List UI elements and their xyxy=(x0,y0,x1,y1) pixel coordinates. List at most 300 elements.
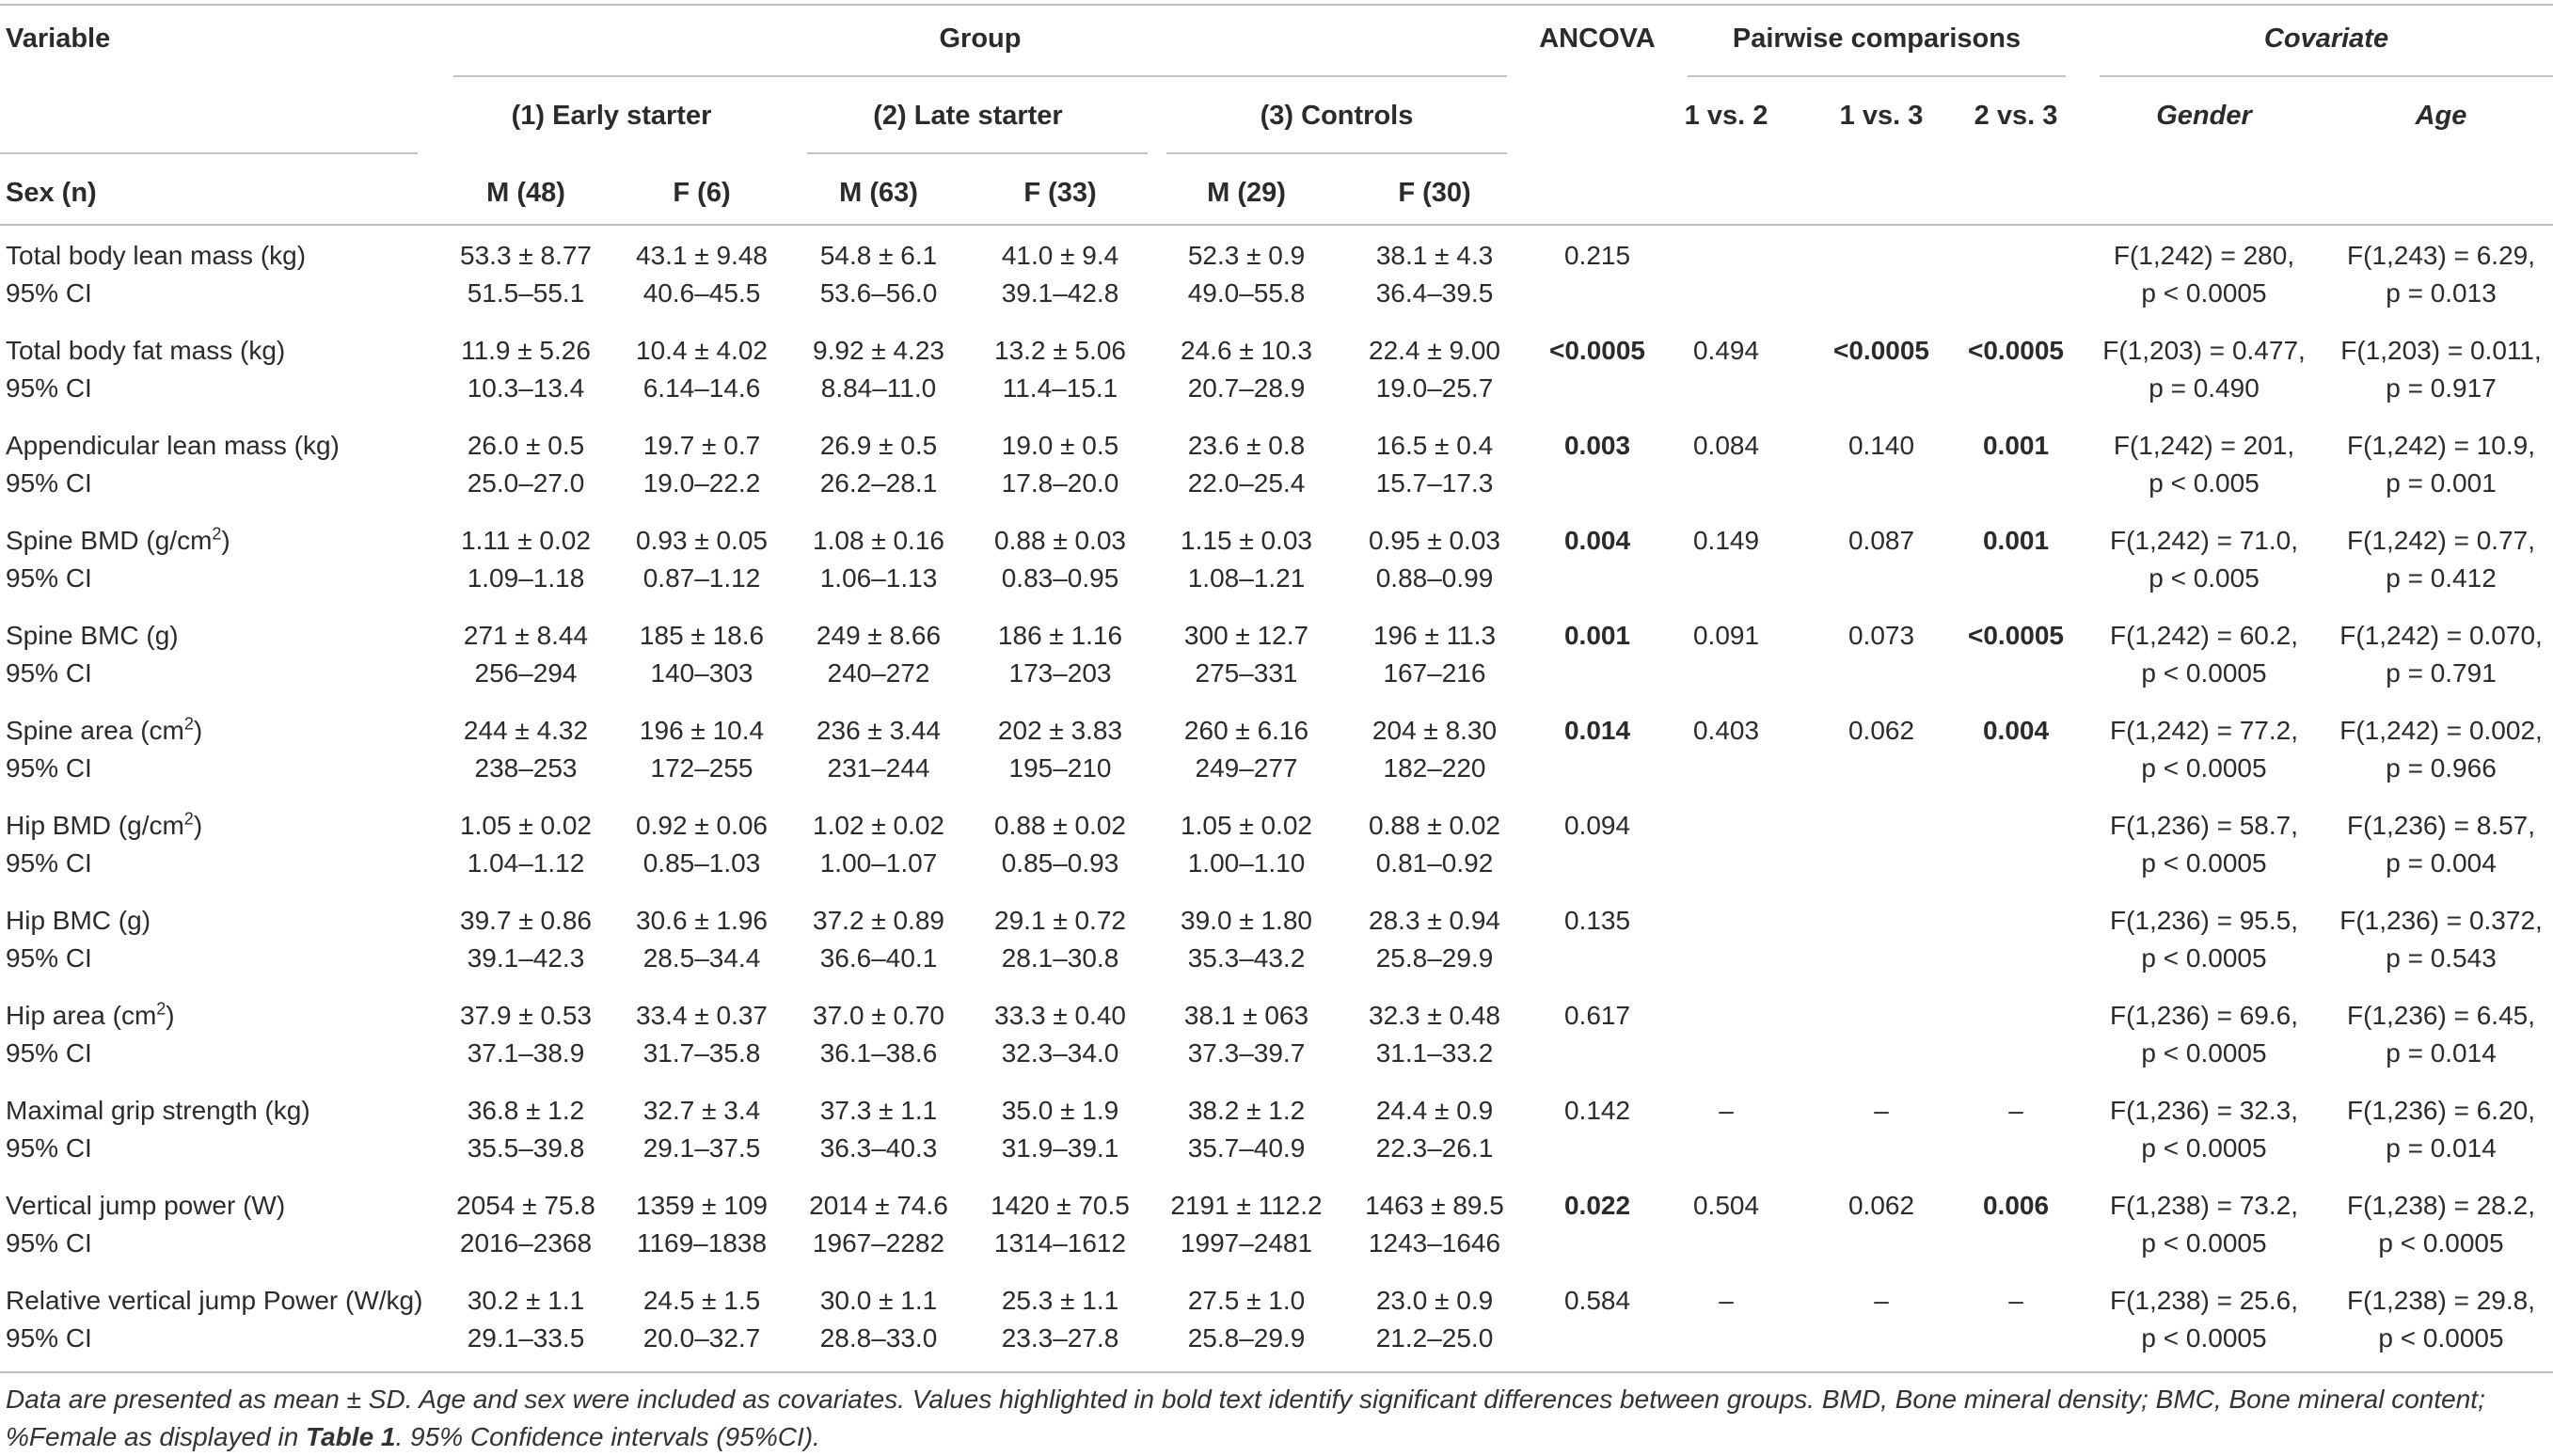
cell-ci: 256–294 xyxy=(474,658,578,688)
cell-value: 10.4 ± 4.02 xyxy=(636,336,768,365)
cell-ci: 0.88–0.99 xyxy=(1375,563,1494,593)
variable-name: Hip BMC (g) xyxy=(6,906,151,935)
cell-value: F(1,238) = 73.2, xyxy=(2109,1191,2299,1220)
cell-value: 19.0 ± 0.5 xyxy=(1001,431,1119,460)
cell-ci: p = 0.917 xyxy=(2386,373,2497,403)
header-late-f: F (33) xyxy=(1023,178,1097,208)
cell-ancova: <0.0005 xyxy=(1549,336,1645,365)
cell-ci: 37.1–38.9 xyxy=(467,1038,585,1068)
row-variable xyxy=(6,427,340,502)
cell-value: 13.2 ± 5.06 xyxy=(994,336,1126,365)
cell-age xyxy=(2347,1187,2535,1262)
cell-value: 1359 ± 109 xyxy=(636,1191,768,1220)
header-covariate: Covariate xyxy=(2263,24,2389,54)
row-variable xyxy=(6,237,306,312)
variable-name: Spine area (cm xyxy=(6,716,184,745)
cell-gender xyxy=(2110,617,2298,692)
cell-value: F(1,242) = 71.0, xyxy=(2109,526,2299,555)
header-variable: Variable xyxy=(6,24,111,54)
cell-age xyxy=(2347,997,2535,1072)
cell-ef xyxy=(643,1092,761,1167)
cell-value: 24.4 ± 0.9 xyxy=(1375,1096,1494,1125)
cell-lm xyxy=(813,997,944,1072)
unit-exponent: 2 xyxy=(156,999,166,1019)
cell-value: 26.9 ± 0.5 xyxy=(819,431,938,460)
cell-lf xyxy=(1002,427,1119,502)
footnote-text-end: . 95% Confidence intervals (95%CI). xyxy=(395,1422,820,1451)
variable-name: Hip area (cm xyxy=(6,1001,157,1030)
cell-cf xyxy=(1365,1187,1504,1262)
cell-em xyxy=(460,807,592,882)
cell-value: 38.1 ± 4.3 xyxy=(1375,241,1494,270)
cell-ci: 140–303 xyxy=(650,658,753,688)
cell-value: 300 ± 12.7 xyxy=(1183,621,1309,650)
row-variable xyxy=(6,712,202,787)
cell-ci: 21.2–25.0 xyxy=(1375,1323,1494,1353)
cell-ci: 0.81–0.92 xyxy=(1375,848,1494,878)
cell-lm xyxy=(813,522,944,597)
variable-name: Hip BMD (g/cm xyxy=(6,811,184,840)
cell-value: 52.3 ± 0.9 xyxy=(1187,241,1306,270)
cell-ci: 0.85–0.93 xyxy=(1001,848,1119,878)
cell-lm xyxy=(820,1282,938,1357)
footnote-text: Data are presented as mean ± SD. Age and sex were included as covariates. Values highlighted in bold text identify significant differences between groups. BMD, Bone mineral density; BMC, Bone mineral content; %Female as displayed in xyxy=(6,1385,2485,1451)
cell-value: F(1,236) = 69.6, xyxy=(2109,1001,2299,1030)
cell-em xyxy=(468,427,585,502)
row-variable xyxy=(6,617,179,692)
unit-exponent: 2 xyxy=(212,524,222,544)
cell-ci: 173–203 xyxy=(1008,658,1112,688)
header-gender: Gender xyxy=(2156,101,2252,131)
cell-cm xyxy=(1188,1092,1306,1167)
cell-cm xyxy=(1188,237,1306,312)
cell-ci: 1314–1612 xyxy=(993,1228,1127,1258)
cell-ci: 17.8–20.0 xyxy=(1001,468,1119,498)
cell-cf xyxy=(1376,237,1494,312)
cell-value: F(1,236) = 6.20, xyxy=(2346,1096,2536,1125)
header-2-vs-3: 2 vs. 3 xyxy=(1974,101,2058,131)
variable-name: Spine BMC (g) xyxy=(6,621,179,650)
cell-value: 196 ± 10.4 xyxy=(639,716,765,745)
cell-ci: 29.1–33.5 xyxy=(467,1323,585,1353)
cell-value: 0.95 ± 0.03 xyxy=(1369,526,1500,555)
cell-value: 41.0 ± 9.4 xyxy=(1001,241,1119,270)
cell-ci: p = 0.412 xyxy=(2386,563,2497,593)
cell-cf xyxy=(1369,332,1500,407)
cell-ci: 20.7–28.9 xyxy=(1187,373,1306,403)
cell-value: 1.05 ± 0.02 xyxy=(1181,811,1312,840)
cell-value: 33.3 ± 0.40 xyxy=(994,1001,1126,1030)
cell-gender xyxy=(2114,427,2294,502)
cell-value: F(1,238) = 28.2, xyxy=(2346,1191,2536,1220)
cell-ancova: 0.004 xyxy=(1563,526,1631,555)
cell-ancova: 0.617 xyxy=(1563,1001,1631,1030)
cell-value: F(1,203) = 0.477, xyxy=(2102,336,2306,365)
cell-p13: – xyxy=(1874,1096,1889,1125)
cell-p23: – xyxy=(2008,1096,2023,1125)
cell-ci: p = 0.004 xyxy=(2386,848,2497,878)
cell-value: F(1,242) = 77.2, xyxy=(2109,716,2299,745)
cell-age xyxy=(2347,237,2535,312)
row-variable xyxy=(6,807,202,882)
cell-ancova: 0.094 xyxy=(1563,811,1631,840)
cell-value: 32.7 ± 3.4 xyxy=(642,1096,761,1125)
controls-underline xyxy=(1166,152,1507,154)
cell-p23: 0.004 xyxy=(1982,716,2050,745)
cell-ef xyxy=(636,237,768,312)
cell-ci: 6.14–14.6 xyxy=(642,373,761,403)
cell-ci: p = 0.543 xyxy=(2386,943,2497,973)
cell-ci: p < 0.0005 xyxy=(2141,658,2267,688)
cell-value: F(1,236) = 0.372, xyxy=(2339,906,2543,935)
cell-p13: 0.140 xyxy=(1847,431,1915,460)
cell-age xyxy=(2339,712,2543,787)
variable-name: Total body lean mass (kg) xyxy=(6,241,307,270)
cell-lf xyxy=(1002,237,1119,312)
header-early-starter: (1) Early starter xyxy=(511,101,712,131)
cell-ci: p < 0.0005 xyxy=(2141,848,2267,878)
cell-value: 23.6 ± 0.8 xyxy=(1187,431,1306,460)
row-variable xyxy=(6,997,175,1072)
cell-lf xyxy=(994,997,1126,1072)
cell-p13: 0.087 xyxy=(1847,526,1915,555)
cell-cf xyxy=(1376,427,1494,502)
cell-value: F(1,236) = 58.7, xyxy=(2109,811,2299,840)
cell-value: F(1,242) = 280, xyxy=(2113,241,2295,270)
cell-value: 30.6 ± 1.96 xyxy=(636,906,768,935)
cell-value: F(1,242) = 10.9, xyxy=(2346,431,2536,460)
cell-ci: 195–210 xyxy=(1008,753,1112,783)
cell-ci: p = 0.966 xyxy=(2386,753,2497,783)
header-1-vs-2: 1 vs. 2 xyxy=(1684,101,1768,131)
unit-tail: ) xyxy=(193,811,203,840)
cell-value: 37.3 ± 1.1 xyxy=(819,1096,938,1125)
ci-label: 95% CI xyxy=(6,848,92,878)
ci-label: 95% CI xyxy=(6,1038,92,1068)
variable-name: Vertical jump power (W) xyxy=(6,1191,286,1220)
cell-ci: 25.0–27.0 xyxy=(467,468,585,498)
ci-label: 95% CI xyxy=(6,563,92,593)
cell-lf xyxy=(1002,1282,1119,1357)
cell-value: 32.3 ± 0.48 xyxy=(1369,1001,1500,1030)
cell-ci: 20.0–32.7 xyxy=(642,1323,761,1353)
ci-label: 95% CI xyxy=(6,373,92,403)
cell-ci: 238–253 xyxy=(474,753,578,783)
cell-gender xyxy=(2110,997,2298,1072)
cell-value: 37.0 ± 0.70 xyxy=(813,1001,944,1030)
cell-value: 202 ± 3.83 xyxy=(997,716,1123,745)
cell-ci: p = 0.014 xyxy=(2386,1133,2497,1163)
top-rule xyxy=(0,4,2553,6)
cell-value: 35.0 ± 1.9 xyxy=(1001,1096,1119,1125)
unit-exponent: 2 xyxy=(183,809,194,829)
cell-lm xyxy=(817,712,941,787)
cell-ci: p < 0.005 xyxy=(2149,563,2260,593)
cell-value: 1.05 ± 0.02 xyxy=(460,811,592,840)
cell-value: 9.92 ± 4.23 xyxy=(813,336,944,365)
cell-value: 186 ± 1.16 xyxy=(997,621,1123,650)
cell-lf xyxy=(998,712,1122,787)
cell-p13: 0.062 xyxy=(1847,1191,1915,1220)
cell-ef xyxy=(636,902,768,977)
cell-ci: p < 0.0005 xyxy=(2141,278,2267,308)
cell-ci: 1.00–1.10 xyxy=(1187,848,1306,878)
cell-ef xyxy=(636,332,768,407)
cell-ci: 2016–2368 xyxy=(459,1228,593,1258)
cell-age xyxy=(2347,522,2535,597)
cell-lf xyxy=(998,617,1122,692)
cell-lm xyxy=(813,902,944,977)
cell-p12: 0.403 xyxy=(1692,716,1760,745)
cell-p13: 0.062 xyxy=(1847,716,1915,745)
cell-ci: 37.3–39.7 xyxy=(1187,1038,1306,1068)
cell-ci: 35.7–40.9 xyxy=(1187,1133,1306,1163)
cell-p12: 0.504 xyxy=(1692,1191,1760,1220)
row-variable xyxy=(6,1282,422,1357)
cell-value: 16.5 ± 0.4 xyxy=(1375,431,1494,460)
cell-ancova: 0.215 xyxy=(1563,241,1631,270)
cell-age xyxy=(2347,427,2535,502)
ci-label: 95% CI xyxy=(6,753,92,783)
row-variable xyxy=(6,522,230,597)
cell-ci: 1.00–1.07 xyxy=(819,848,938,878)
cell-value: 53.3 ± 8.77 xyxy=(460,241,592,270)
cell-cf xyxy=(1376,1092,1494,1167)
cell-p12: 0.494 xyxy=(1692,336,1760,365)
cell-value: F(1,242) = 0.77, xyxy=(2346,526,2536,555)
cell-ci: p < 0.0005 xyxy=(2141,943,2267,973)
cell-value: 30.2 ± 1.1 xyxy=(467,1286,585,1315)
late-underline xyxy=(807,152,1148,154)
cell-ci: 1967–2282 xyxy=(812,1228,945,1258)
cell-em xyxy=(456,1187,595,1262)
footnote-table-ref[interactable]: Table 1 xyxy=(306,1422,396,1451)
cell-value: 25.3 ± 1.1 xyxy=(1001,1286,1119,1315)
unit-tail: ) xyxy=(166,1001,175,1030)
cell-value: 260 ± 6.16 xyxy=(1183,716,1309,745)
cell-value: F(1,242) = 0.070, xyxy=(2339,621,2543,650)
cell-value: F(1,238) = 25.6, xyxy=(2109,1286,2299,1315)
header-late-m: M (63) xyxy=(839,178,918,208)
cell-ci: 1.08–1.21 xyxy=(1187,563,1306,593)
cell-ci: 28.5–34.4 xyxy=(642,943,761,973)
cell-p13: – xyxy=(1874,1286,1889,1315)
cell-cm xyxy=(1188,1282,1306,1357)
cell-ci: 182–220 xyxy=(1383,753,1486,783)
cell-p13: <0.0005 xyxy=(1833,336,1929,365)
cell-em xyxy=(464,712,588,787)
cell-ci: 23.3–27.8 xyxy=(1001,1323,1119,1353)
cell-ci: 25.8–29.9 xyxy=(1375,943,1494,973)
cell-gender xyxy=(2110,1187,2298,1262)
cell-lm xyxy=(813,807,944,882)
cell-ci: 51.5–55.1 xyxy=(467,278,585,308)
cell-ci: 36.6–40.1 xyxy=(819,943,938,973)
cell-ci: 1.06–1.13 xyxy=(819,563,938,593)
cell-ci: 275–331 xyxy=(1195,658,1298,688)
cell-ancova: 0.135 xyxy=(1563,906,1631,935)
cell-ci: p < 0.0005 xyxy=(2141,1323,2267,1353)
cell-ci: p = 0.791 xyxy=(2386,658,2497,688)
ci-label: 95% CI xyxy=(6,278,92,308)
row-variable xyxy=(6,1092,310,1167)
cell-age xyxy=(2339,617,2543,692)
cell-ci: p < 0.0005 xyxy=(2141,1228,2267,1258)
cell-ef xyxy=(643,1282,761,1357)
cell-ci: p < 0.0005 xyxy=(2141,1133,2267,1163)
cell-value: F(1,236) = 6.45, xyxy=(2346,1001,2536,1030)
cell-ci: 39.1–42.3 xyxy=(467,943,585,973)
cell-value: 23.0 ± 0.9 xyxy=(1375,1286,1494,1315)
header-controls-f: F (30) xyxy=(1398,178,1471,208)
cell-value: 1.15 ± 0.03 xyxy=(1181,526,1312,555)
cell-lm xyxy=(809,1187,948,1262)
cell-value: 38.2 ± 1.2 xyxy=(1187,1096,1306,1125)
cell-ci: 26.2–28.1 xyxy=(819,468,938,498)
cell-cf xyxy=(1376,1282,1494,1357)
cell-value: 29.1 ± 0.72 xyxy=(994,906,1126,935)
unit-tail: ) xyxy=(221,526,230,555)
cell-value: 1420 ± 70.5 xyxy=(991,1191,1130,1220)
cell-gender xyxy=(2102,332,2306,407)
cell-value: 236 ± 3.44 xyxy=(816,716,942,745)
cell-ci: p < 0.0005 xyxy=(2378,1228,2504,1258)
cell-value: 0.93 ± 0.05 xyxy=(636,526,768,555)
cell-p12: 0.149 xyxy=(1692,526,1760,555)
cell-ci: p < 0.0005 xyxy=(2141,753,2267,783)
cell-cf xyxy=(1369,807,1500,882)
header-group: Group xyxy=(939,24,1022,54)
cell-ci: 19.0–25.7 xyxy=(1375,373,1494,403)
cell-lf xyxy=(994,902,1126,977)
cell-ci: 1169–1838 xyxy=(636,1228,768,1258)
cell-ci: 36.3–40.3 xyxy=(819,1133,938,1163)
cell-value: 1463 ± 89.5 xyxy=(1365,1191,1504,1220)
cell-ci: 39.1–42.8 xyxy=(1001,278,1119,308)
cell-cm xyxy=(1184,712,1308,787)
cell-ci: 240–272 xyxy=(827,658,930,688)
cell-cf xyxy=(1369,997,1500,1072)
cell-cm xyxy=(1184,997,1308,1072)
cell-cf xyxy=(1369,522,1500,597)
cell-value: 185 ± 18.6 xyxy=(639,621,765,650)
cell-value: F(1,242) = 201, xyxy=(2113,431,2295,460)
cell-ci: 0.85–1.03 xyxy=(642,848,761,878)
cell-ancova: 0.022 xyxy=(1563,1191,1631,1220)
cell-value: 37.2 ± 0.89 xyxy=(813,906,944,935)
cell-ancova: 0.003 xyxy=(1563,431,1631,460)
cell-ci: 25.8–29.9 xyxy=(1187,1323,1306,1353)
cell-ci: 249–277 xyxy=(1195,753,1298,783)
cell-value: 196 ± 11.3 xyxy=(1372,621,1497,650)
cell-value: F(1,236) = 95.5, xyxy=(2109,906,2299,935)
cell-lm xyxy=(813,332,944,407)
cell-value: 28.3 ± 0.94 xyxy=(1369,906,1500,935)
cell-p12: – xyxy=(1719,1286,1734,1315)
pairwise-underline xyxy=(1688,75,2066,77)
cell-value: 33.4 ± 0.37 xyxy=(636,1001,768,1030)
cell-ef xyxy=(640,712,764,787)
cell-lm xyxy=(820,237,938,312)
cell-ancova: 0.014 xyxy=(1563,716,1631,745)
cell-value: 39.7 ± 0.86 xyxy=(460,906,592,935)
cell-p12: – xyxy=(1719,1096,1734,1125)
row-variable xyxy=(6,332,285,407)
cell-lf xyxy=(994,522,1126,597)
covariate-underline xyxy=(2100,75,2553,77)
cell-cf xyxy=(1369,902,1500,977)
cell-ci: 28.1–30.8 xyxy=(1001,943,1119,973)
cell-value: 0.92 ± 0.06 xyxy=(636,811,768,840)
cell-value: 38.1 ± 063 xyxy=(1183,1001,1309,1030)
cell-p23: 0.001 xyxy=(1982,431,2050,460)
cell-lf xyxy=(1002,1092,1119,1167)
cell-gender xyxy=(2110,1092,2298,1167)
cell-ci: p = 0.001 xyxy=(2386,468,2497,498)
early-underline xyxy=(0,152,418,154)
cell-ci: 28.8–33.0 xyxy=(819,1323,938,1353)
cell-ci: 32.3–34.0 xyxy=(1001,1038,1119,1068)
cell-em xyxy=(460,237,592,312)
cell-value: 2191 ± 112.2 xyxy=(1170,1191,1323,1220)
row-variable xyxy=(6,1187,285,1262)
cell-gender xyxy=(2110,712,2298,787)
cell-value: 39.0 ± 1.80 xyxy=(1181,906,1312,935)
cell-age xyxy=(2347,807,2535,882)
table-footnote xyxy=(6,1381,2545,1456)
cell-cm xyxy=(1181,332,1312,407)
cell-ci: p = 0.013 xyxy=(2386,278,2497,308)
cell-ci: 36.4–39.5 xyxy=(1375,278,1494,308)
cell-value: 1.02 ± 0.02 xyxy=(813,811,944,840)
cell-lm xyxy=(817,617,941,692)
cell-value: 19.7 ± 0.7 xyxy=(642,431,761,460)
cell-value: 22.4 ± 9.00 xyxy=(1369,336,1500,365)
cell-age xyxy=(2340,332,2542,407)
ci-label: 95% CI xyxy=(6,658,92,688)
cell-em xyxy=(468,1092,585,1167)
header-bottom-rule xyxy=(0,224,2553,226)
cell-p13: 0.073 xyxy=(1847,621,1915,650)
cell-value: 271 ± 8.44 xyxy=(463,621,589,650)
cell-em xyxy=(468,1282,585,1357)
cell-value: F(1,236) = 32.3, xyxy=(2109,1096,2299,1125)
cell-ef xyxy=(636,522,768,597)
cell-gender xyxy=(2110,522,2298,597)
cell-cm xyxy=(1181,902,1312,977)
cell-age xyxy=(2347,1282,2535,1357)
cell-gender xyxy=(2110,902,2298,977)
cell-ci: 0.83–0.95 xyxy=(1001,563,1119,593)
cell-age xyxy=(2339,902,2543,977)
cell-ci: 0.87–1.12 xyxy=(642,563,761,593)
cell-age xyxy=(2347,1092,2535,1167)
cell-ci: p < 0.0005 xyxy=(2141,1038,2267,1068)
header-1-vs-3: 1 vs. 3 xyxy=(1839,101,1924,131)
cell-ef xyxy=(643,427,761,502)
cell-value: F(1,242) = 0.002, xyxy=(2339,716,2543,745)
cell-ef xyxy=(636,997,768,1072)
ci-label: 95% CI xyxy=(6,943,92,973)
header-sex: Sex (n) xyxy=(6,178,97,208)
cell-cm xyxy=(1181,522,1312,597)
group-underline xyxy=(453,75,1507,77)
cell-ci: 172–255 xyxy=(650,753,753,783)
cell-cf xyxy=(1373,617,1496,692)
cell-cm xyxy=(1188,427,1306,502)
unit-exponent: 2 xyxy=(183,714,194,734)
cell-value: F(1,242) = 60.2, xyxy=(2109,621,2299,650)
